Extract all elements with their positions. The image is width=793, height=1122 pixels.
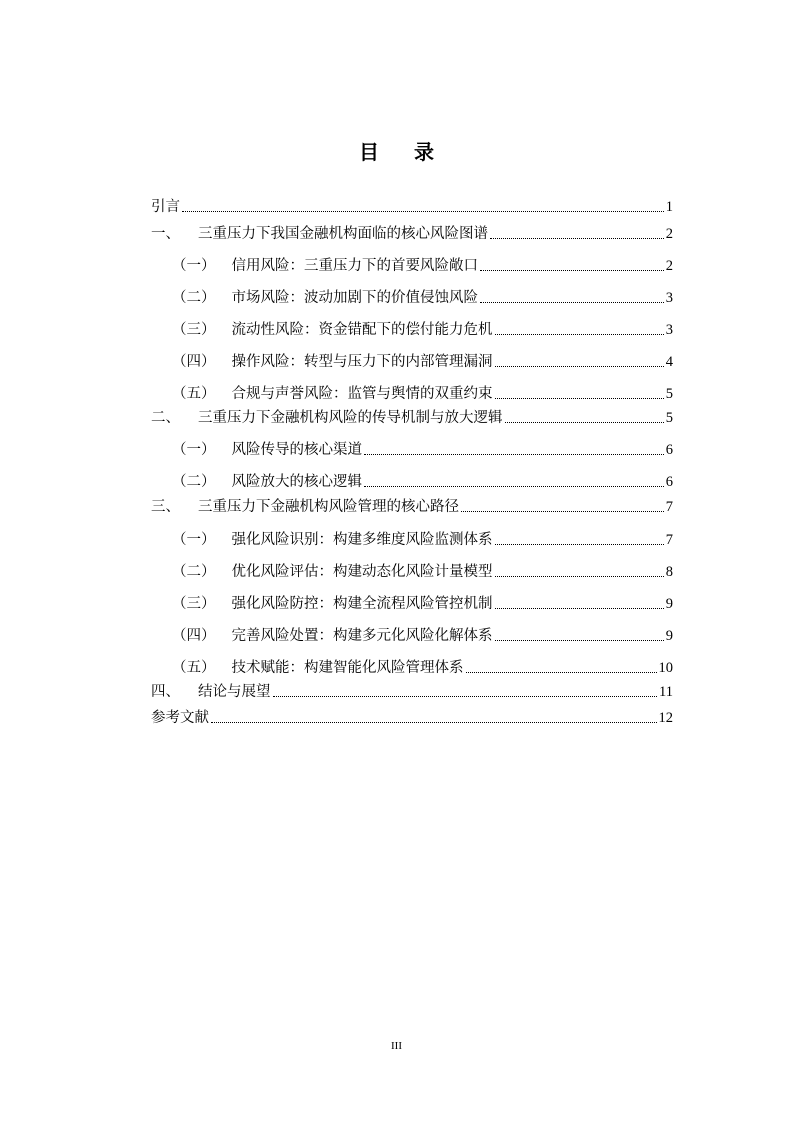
dot-leader <box>466 671 657 673</box>
toc-entry-text: 三重压力下金融机构风险管理的核心路径 <box>198 499 459 515</box>
toc-entry-label <box>172 529 493 551</box>
toc-entry-page: 4 <box>665 354 673 370</box>
toc-entry-text: 技术赋能：构建智能化风险管理体系 <box>231 660 464 676</box>
dot-leader <box>495 639 664 641</box>
toc-entry-number: （二） <box>172 564 216 580</box>
toc-entry-label <box>151 223 488 245</box>
dot-leader <box>490 237 664 239</box>
toc-entry-page: 11 <box>659 684 673 700</box>
toc-entry-number: （五） <box>172 386 216 402</box>
toc-entry-text: 操作风险：转型与压力下的内部管理漏洞 <box>231 354 493 370</box>
toc-entry-label <box>151 681 271 703</box>
toc-entry-label <box>172 287 478 309</box>
toc-entry-number: 二、 <box>151 410 180 426</box>
toc-entry[interactable] <box>151 319 673 341</box>
toc-entry-label <box>151 196 180 218</box>
toc-entry-page: 8 <box>665 564 673 580</box>
toc-entry-label <box>172 439 362 461</box>
toc-entry-label <box>172 319 493 341</box>
toc-entry-text: 风险传导的核心渠道 <box>231 442 362 458</box>
toc-entry-text: 参考文献 <box>151 710 209 726</box>
toc-entry[interactable] <box>151 223 673 245</box>
toc-entry[interactable] <box>151 471 673 493</box>
toc-entry-text: 强化风险识别：构建多维度风险监测体系 <box>231 532 493 548</box>
toc-entry-number: （二） <box>172 290 216 306</box>
toc-entry-page: 7 <box>665 499 673 515</box>
toc-entry-page: 3 <box>665 322 673 338</box>
toc-entry[interactable] <box>151 657 673 679</box>
toc-entry-number: （四） <box>172 354 216 370</box>
toc-entry-number: （二） <box>172 474 216 490</box>
toc-entry-page: 12 <box>658 710 673 726</box>
toc-entry-number: （一） <box>172 532 216 548</box>
toc-entry-page: 9 <box>665 628 673 644</box>
toc-entry-page: 5 <box>665 410 673 426</box>
toc-entry-page: 2 <box>665 258 673 274</box>
toc-entry-number: 一、 <box>151 226 180 242</box>
toc-entry[interactable] <box>151 439 673 461</box>
dot-leader <box>461 510 664 512</box>
toc-entry-text: 优化风险评估：构建动态化风险计量模型 <box>231 564 493 580</box>
page-number-footer: III <box>391 1040 402 1052</box>
toc-entry[interactable] <box>151 383 673 405</box>
toc-entry-label <box>172 625 493 647</box>
toc-entry[interactable] <box>151 625 673 647</box>
dot-leader <box>364 485 664 487</box>
dot-leader <box>211 721 657 723</box>
toc-entry[interactable] <box>151 529 673 551</box>
toc-entry-label <box>172 351 493 373</box>
toc-entry-text: 合规与声誉风险：监管与舆情的双重约束 <box>231 386 493 402</box>
toc-entry[interactable] <box>151 593 673 615</box>
toc-entry-label <box>151 407 503 429</box>
dot-leader <box>495 607 664 609</box>
toc-entry-number: （三） <box>172 596 216 612</box>
toc-entry-page: 2 <box>665 226 673 242</box>
dot-leader <box>505 421 664 423</box>
dot-leader <box>495 365 664 367</box>
toc-entry-label <box>172 657 464 679</box>
toc-entry[interactable] <box>151 681 673 703</box>
toc-entry[interactable] <box>151 255 673 277</box>
toc-entry[interactable] <box>151 196 673 218</box>
toc-entry-page: 1 <box>665 199 673 215</box>
toc-entry[interactable] <box>151 707 673 729</box>
toc-entry-text: 市场风险：波动加剧下的价值侵蚀风险 <box>231 290 478 306</box>
toc-entry[interactable] <box>151 561 673 583</box>
toc-entry-label <box>172 561 493 583</box>
toc-entry-label <box>172 471 362 493</box>
dot-leader <box>480 269 664 271</box>
dot-leader <box>480 301 664 303</box>
toc-entry-text: 引言 <box>151 199 180 215</box>
toc-entry-text: 完善风险处置：构建多元化风险化解体系 <box>231 628 493 644</box>
toc-entry-page: 3 <box>665 290 673 306</box>
dot-leader <box>273 695 658 697</box>
toc-entry-number: 四、 <box>151 684 180 700</box>
toc-entry-page: 5 <box>665 386 673 402</box>
dot-leader <box>364 453 664 455</box>
toc-entry-page: 9 <box>665 596 673 612</box>
toc-entry-number: （四） <box>172 628 216 644</box>
toc-entry-text: 三重压力下金融机构风险的传导机制与放大逻辑 <box>198 410 503 426</box>
toc-entry-text: 流动性风险：资金错配下的偿付能力危机 <box>231 322 493 338</box>
toc-entry-text: 信用风险：三重压力下的首要风险敞口 <box>231 258 478 274</box>
toc-entry-number: （一） <box>172 442 216 458</box>
toc-entry[interactable] <box>151 287 673 309</box>
toc-entry-page: 10 <box>658 660 673 676</box>
toc-entry-text: 风险放大的核心逻辑 <box>231 474 362 490</box>
toc-entry-label <box>151 496 459 518</box>
dot-leader <box>495 333 664 335</box>
toc-entry-page: 6 <box>665 442 673 458</box>
toc-title: 目 录 <box>359 140 448 164</box>
dot-leader <box>495 575 664 577</box>
toc-entry-label <box>151 707 209 729</box>
toc-entry-number: （一） <box>172 258 216 274</box>
toc-entry-page: 6 <box>665 474 673 490</box>
dot-leader <box>182 210 664 212</box>
toc-entry-number: 三、 <box>151 499 180 515</box>
dot-leader <box>495 543 664 545</box>
toc-entry[interactable] <box>151 407 673 429</box>
dot-leader <box>495 397 664 399</box>
toc-entry-label <box>172 255 478 277</box>
toc-entry-page: 7 <box>665 532 673 548</box>
toc-entry-text: 强化风险防控：构建全流程风险管控机制 <box>231 596 493 612</box>
toc-entry-number: （三） <box>172 322 216 338</box>
toc-entry[interactable] <box>151 351 673 373</box>
toc-entry-label <box>172 383 493 405</box>
toc-entry-number: （五） <box>172 660 216 676</box>
toc-entry-text: 三重压力下我国金融机构面临的核心风险图谱 <box>198 226 488 242</box>
toc-entry-text: 结论与展望 <box>198 684 271 700</box>
toc-entry-label <box>172 593 493 615</box>
toc-entry[interactable] <box>151 496 673 518</box>
